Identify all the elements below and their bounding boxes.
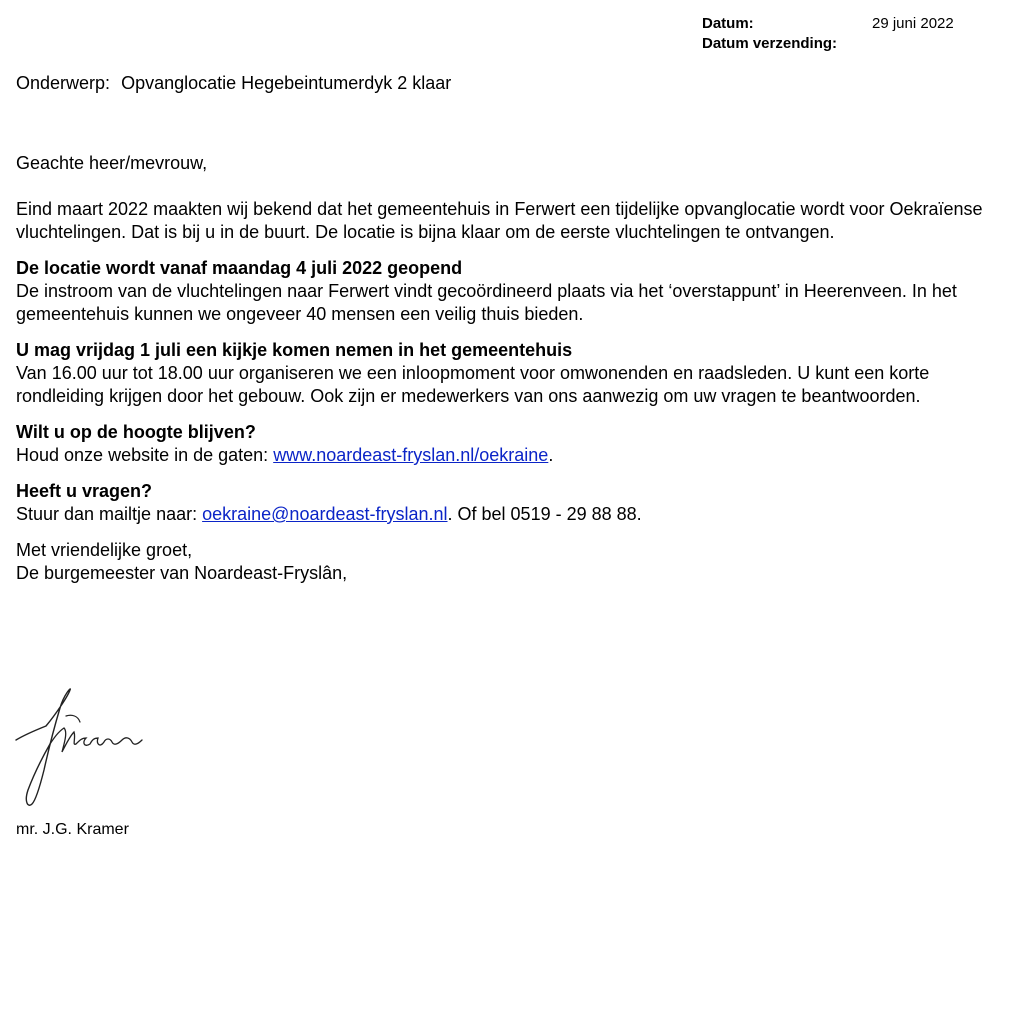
handwritten-signature: [12, 686, 152, 810]
subject-line: [16, 72, 1020, 95]
section-body: [16, 503, 1020, 526]
date-block: [702, 14, 954, 54]
date-label: Datum:: [702, 15, 754, 32]
closing-block: [16, 539, 1020, 585]
letter-body: [16, 72, 1020, 585]
closing-sender: De burgemeester van Noardeast-Fryslân,: [16, 563, 348, 583]
body-prefix: Stuur dan mailtje naar:: [16, 504, 203, 524]
sent-date-row: [702, 34, 954, 54]
subject-text: Opvanglocatie Hegebeintumerdyk 2 klaar: [121, 73, 452, 93]
section-heading: Wilt u op de hoogte blijven?: [16, 422, 256, 442]
website-link[interactable]: www.noardeast-fryslan.nl/oekraine: [273, 445, 549, 465]
email-link[interactable]: oekraine@noardeast-fryslan.nl: [202, 504, 448, 524]
section-heading: De locatie wordt vanaf maandag 4 juli 2022 geopend: [16, 258, 463, 278]
body-suffix: . Of bel 0519 - 29 88 88.: [447, 504, 642, 524]
subject-label: Onderwerp:: [16, 73, 111, 93]
section-heading: U mag vrijdag 1 juli een kijkje komen nemen in het gemeentehuis: [16, 340, 573, 360]
section-updates: [16, 421, 1020, 467]
date-row: [702, 14, 954, 34]
section-visit: [16, 339, 1020, 408]
section-opening: [16, 257, 1020, 326]
section-body: [16, 444, 1020, 467]
section-heading: Heeft u vragen?: [16, 481, 153, 501]
closing-greeting: Met vriendelijke groet,: [16, 540, 193, 560]
body-prefix: Houd onze website in de gaten:: [16, 445, 274, 465]
signer-name: mr. J.G. Kramer: [16, 821, 129, 838]
body-suffix: .: [548, 445, 554, 465]
section-body: De instroom van de vluchtelingen naar Ferwert vindt gecoördineerd plaats via het ‘overstappunt’ in Heerenveen. In het gemeentehuis kunnen we ongeveer 40 mensen een veilig thuis bieden.: [16, 281, 957, 324]
intro-paragraph: Eind maart 2022 maakten wij bekend dat het gemeentehuis in Ferwert een tijdelijke opvanglocatie wordt voor Oekraïense vluchtelingen. Dat is bij u in de buurt. De locatie is bijna klaar om de eerste vluchtelingen te ontvangen.: [16, 199, 983, 242]
date-value: 29 juni 2022: [872, 15, 954, 32]
sent-date-label: Datum verzending:: [702, 35, 838, 52]
section-questions: [16, 480, 1020, 526]
salutation: Geachte heer/mevrouw,: [16, 153, 208, 173]
section-body: Van 16.00 uur tot 18.00 uur organiseren we een inloopmoment voor omwonenden en raadsleden. U kunt een korte rondleiding krijgen door het gebouw. Ook zijn er medewerkers van ons aanwezig om uw vragen te beantwoorden.: [16, 363, 930, 406]
